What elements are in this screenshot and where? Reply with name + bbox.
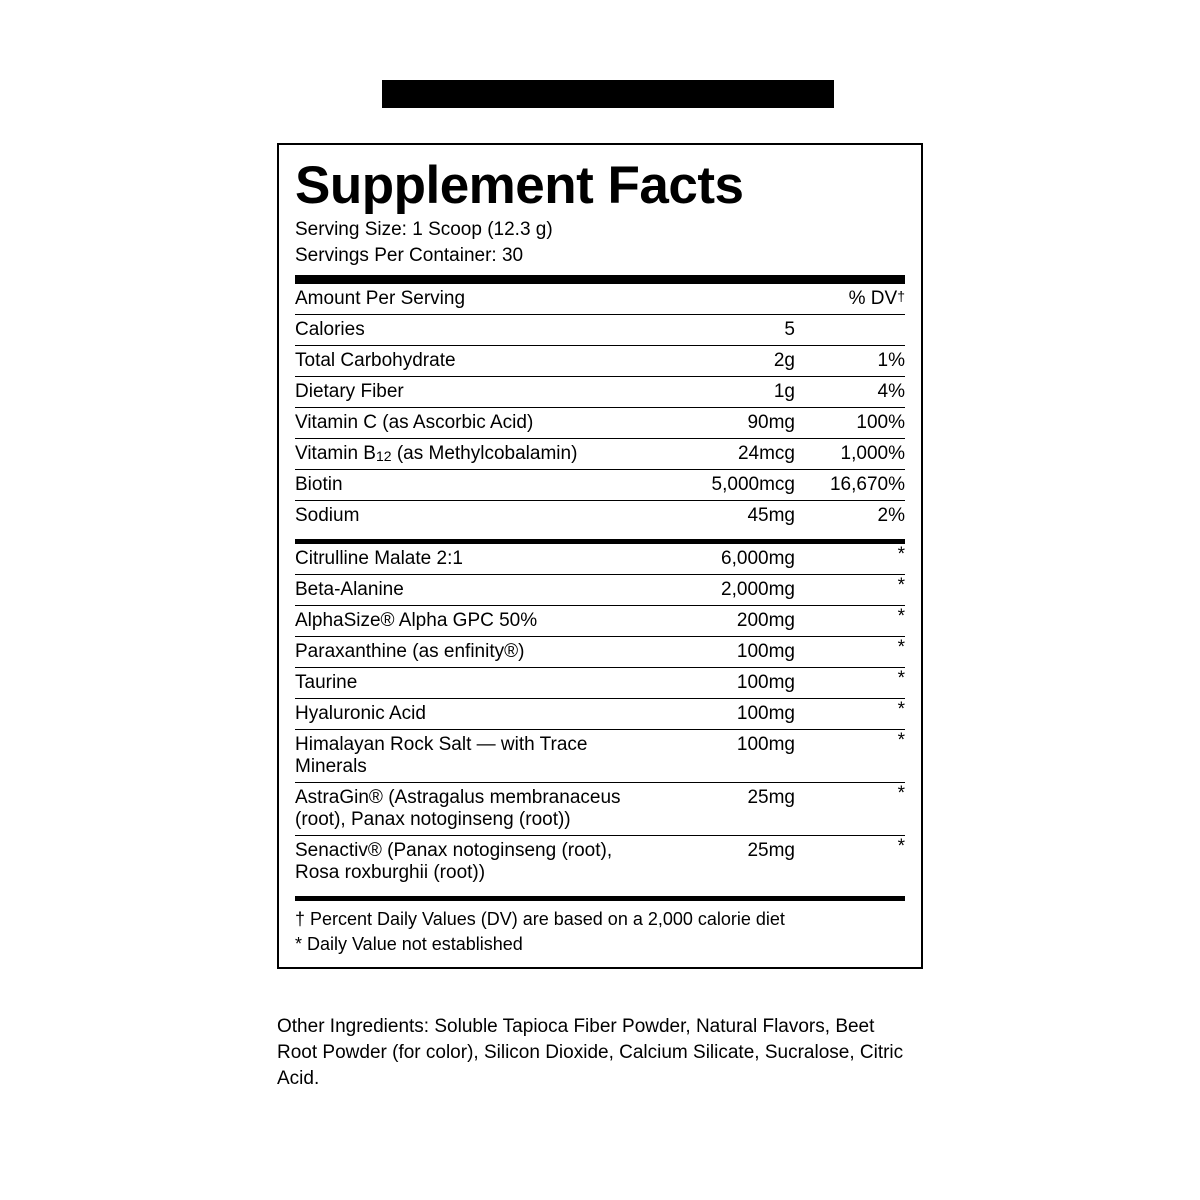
ingredient-dv: * (795, 699, 905, 730)
ingredient-amount: 100mg (645, 637, 795, 668)
table-row (295, 544, 905, 575)
nutrient-amount: 1g (645, 377, 795, 408)
ingredient-dv: * (795, 637, 905, 668)
table-row (295, 668, 905, 699)
ingredient-amount: 100mg (645, 668, 795, 699)
nutrient-amount: 5 (645, 315, 795, 346)
ingredient-dv: * (795, 575, 905, 606)
ingredient-name: Citrulline Malate 2:1 (295, 544, 645, 575)
nutrient-dv: 100% (795, 408, 905, 439)
ingredient-amount: 2,000mg (645, 575, 795, 606)
other-ingredients-text: Other Ingredients: Soluble Tapioca Fiber Powder, Natural Flavors, Beet Root Powder (for color), Silicon Dioxide, Calcium Silicate, Sucralose, Citric Acid. (277, 1016, 904, 1089)
ingredient-name: Himalayan Rock Salt — with Trace Minerals (295, 730, 645, 783)
ingredient-amount: 25mg (747, 840, 795, 861)
ingredient-dv: * (795, 783, 905, 836)
ingredient-name: Senactiv® (Panax notoginseng (root), Rosa roxburghii (root)) (295, 840, 613, 883)
dv-header-text: % DV (848, 288, 898, 309)
table-row (295, 315, 905, 346)
nutrition-table (295, 284, 905, 531)
ingredient-name: Taurine (295, 668, 645, 699)
table-row (295, 408, 905, 439)
nutrient-amount: 90mg (645, 408, 795, 439)
table-row (295, 730, 905, 783)
header-spacer (645, 284, 795, 315)
table-row (295, 783, 905, 836)
footnote-no-dv: * Daily Value not established (295, 934, 523, 954)
ingredient-name: Paraxanthine (as enfinity®) (295, 637, 645, 668)
ingredient-amount: 25mg (645, 783, 795, 836)
blend-table (295, 544, 905, 888)
ingredient-dv: * (795, 544, 905, 575)
ingredient-amount: 100mg (645, 699, 795, 730)
table-header-row (295, 284, 905, 315)
page-title: Supplement Facts (295, 156, 744, 215)
ingredient-amount: 200mg (645, 606, 795, 637)
table-row (295, 637, 905, 668)
ingredient-name: AstraGin® (Astragalus membranaceus (root), Panax notoginseng (root)) (295, 783, 645, 836)
ingredient-name: AlphaSize® Alpha GPC 50% (295, 606, 645, 637)
nutrient-name: Biotin (295, 470, 645, 501)
nutrient-name: Vitamin B12 (as Methylcobalamin) (295, 439, 645, 470)
redacted-brand-bar (382, 80, 834, 108)
table-row (295, 575, 905, 606)
ingredient-amount: 100mg (645, 730, 795, 783)
nutrient-dv: 1,000% (795, 439, 905, 470)
footnotes (295, 901, 905, 957)
nutrient-dv: 2% (877, 505, 905, 526)
table-row (295, 501, 905, 532)
supplement-facts-panel (277, 143, 923, 969)
nutrient-amount: 24mcg (645, 439, 795, 470)
table-row (295, 699, 905, 730)
nutrient-name: Sodium (295, 505, 360, 526)
serving-size-text: Serving Size: 1 Scoop (12.3 g) (295, 219, 553, 240)
nutrient-amount: 2g (645, 346, 795, 377)
nutrient-dv: 16,670% (795, 470, 905, 501)
ingredient-name: Beta-Alanine (295, 575, 645, 606)
nutrient-name: Vitamin C (as Ascorbic Acid) (295, 408, 645, 439)
table-row (295, 439, 905, 470)
nutrient-dv: 1% (795, 346, 905, 377)
ingredient-dv: * (795, 730, 905, 783)
divider-thick-top (295, 275, 905, 284)
table-row (295, 377, 905, 408)
dv-header (795, 284, 905, 315)
nutrient-name: Calories (295, 315, 645, 346)
table-row (295, 346, 905, 377)
b12-subscript: 12 (375, 448, 392, 464)
nutrient-amount: 5,000mcg (645, 470, 795, 501)
ingredient-dv: * (897, 836, 905, 857)
ingredient-name: Hyaluronic Acid (295, 699, 645, 730)
footnote-daily-values: † Percent Daily Values (DV) are based on a 2,000 calorie diet (295, 909, 785, 929)
dv-header-dagger: † (897, 288, 905, 304)
servings-per-container-text: Servings Per Container: 30 (295, 245, 524, 266)
table-row (295, 606, 905, 637)
amount-per-serving-header: Amount Per Serving (295, 284, 645, 315)
ingredient-dv: * (795, 606, 905, 637)
table-row (295, 836, 905, 889)
table-row (295, 470, 905, 501)
nutrient-amount: 45mg (747, 505, 795, 526)
nutrient-name: Dietary Fiber (295, 377, 645, 408)
nutrient-dv (795, 315, 905, 346)
nutrient-dv: 4% (795, 377, 905, 408)
ingredient-dv: * (795, 668, 905, 699)
ingredient-amount: 6,000mg (645, 544, 795, 575)
nutrient-name: Total Carbohydrate (295, 346, 645, 377)
